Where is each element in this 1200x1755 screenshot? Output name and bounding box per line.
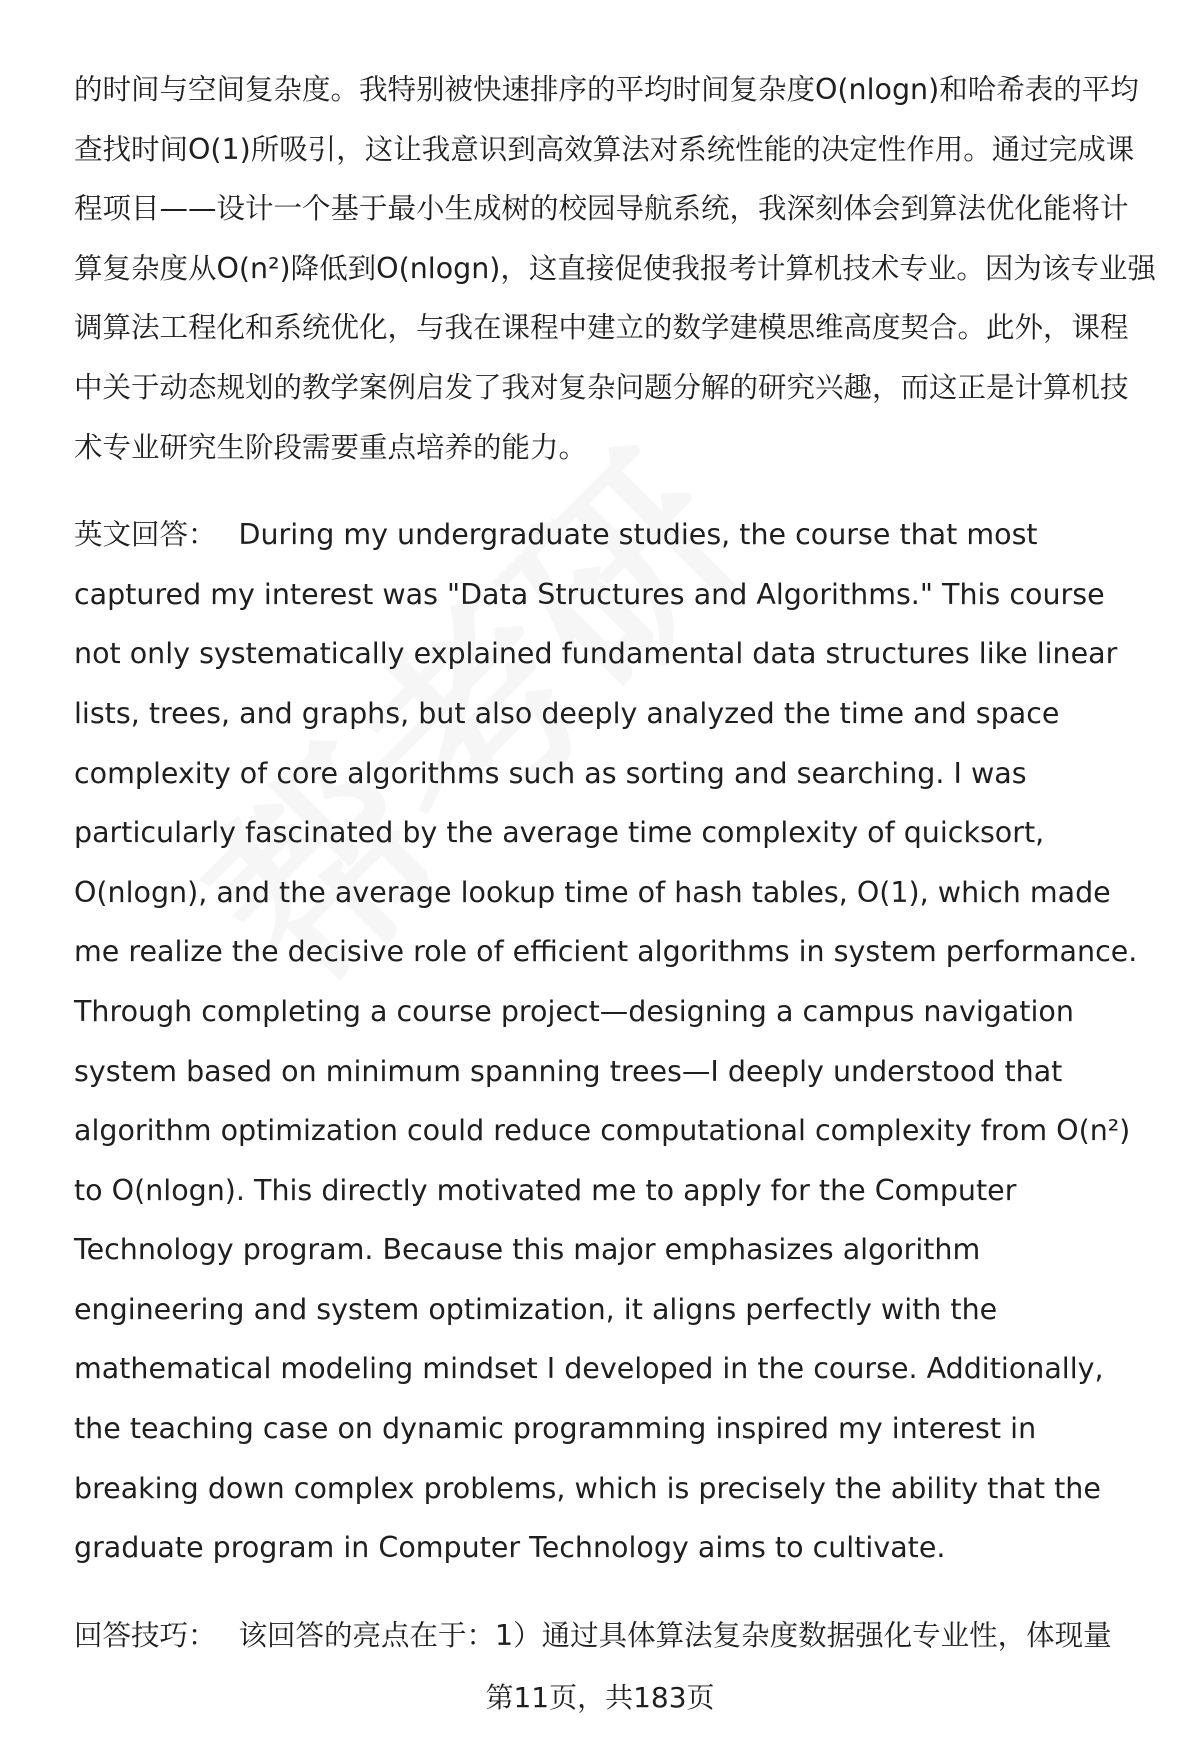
page-number: 第11页，共183页 [485, 1681, 715, 1714]
tips-text: 该回答的亮点在于：1）通过具体算法复杂度数据强化专业性，体现量 [238, 1618, 1112, 1652]
tips-label: 回答技巧： [74, 1618, 217, 1652]
english-answer-paragraph [74, 505, 1156, 1578]
paragraph-gap [74, 477, 1156, 505]
document-body [74, 60, 1156, 1665]
chinese-answer-paragraph: 的时间与空间复杂度。我特别被快速排序的平均时间复杂度O(nlogn)和哈希表的平均查找时间O(1)所吸引，这让我意识到高效算法对系统性能的决定性作用。通过完成课程项目——设计一个基于最小生成树的校园导航系统，我深刻体会到算法优化能将计算复杂度从O(n²)降低到O(nlogn)，这直接促使我报考计算机技术专业。因为该专业强调算法工程化和系统优化，与我在课程中建立的数学建模思维高度契合。此外，课程中关于动态规划的教学案例启发了我对复杂问题分解的研究兴趣，而这正是计算机技术专业研究生阶段需要重点培养的能力。 [74, 73, 1156, 464]
tips-paragraph [74, 1606, 1156, 1666]
english-answer-text: During my undergraduate studies, the course that most captured my interest was "Data Structures and Algorithms." This course not only systematically explained fundamental data structures like linear lists, trees, and graphs, but also deeply analyzed the time and space complexity of core algorithms such as sorting and searching. I was particularly fascinated by the average time complexity of quicksort, O(nlogn), and the average lookup time of hash tables, O(1), which made me realize the decisive role of efficient algorithms in system performance. Through completing a course project—designing a campus navigation system based on minimum spanning trees—I deeply understood that algorithm optimization could reduce computational complexity from O(n²) to O(nlogn). This directly motivated me to apply for the Computer Technology program. Because this major emphasizes algorithm engineering and system optimization, it aligns perfectly with the mathematical modeling mindset I developed in the course. Additionally, the teaching case on dynamic programming inspired my interest in breaking down complex problems, which is precisely the ability that the graduate program in Computer Technology aims to cultivate. [74, 518, 1138, 1565]
english-answer-label: 英文回答： [74, 518, 217, 552]
paragraph-gap [74, 1578, 1156, 1606]
